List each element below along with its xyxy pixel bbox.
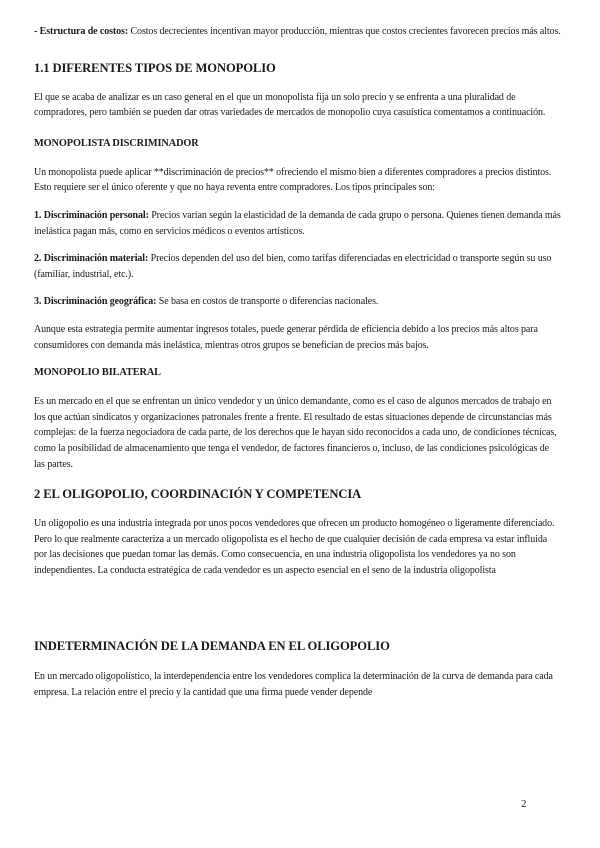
intro-text: Costos decrecientes incentivan mayor producción, mientras que costos crecientes favorecen precios más altos. <box>128 26 561 37</box>
section-1-1-paragraph: El que se acaba de analizar es un caso general en el que un monopolista fija un solo precio y se enfrenta a una pluralidad de compradores, pero también se pueden dar otras variedades de mercados de monopolio cuya casuística comentamos a continuación. <box>34 91 546 119</box>
discrimination-item <box>34 208 562 239</box>
discrimination-item <box>34 251 562 282</box>
discrimination-item-label: 1. Discriminación personal: <box>34 209 149 221</box>
section-2-title: 2 EL OLIGOPOLIO, COORDINACIÓN Y COMPETENCIA <box>34 487 362 502</box>
discrimination-item-label: 2. Discriminación material: <box>34 253 149 265</box>
discriminador-closing: Aunque esta estrategia permite aumentar ingresos totales, puede generar pérdida de eficiencia debido a los precios más altos para consumidores con demanda más inelástica, mientras otros grupos se benefician de precios más bajos. <box>34 323 538 351</box>
discrimination-item-text: Precios varían según la elasticidad de la demanda de cada grupo o persona. Quienes tienen demanda más inelástica pagan más, como en servicios médicos o eventos artísticos. <box>34 209 561 237</box>
indeterminacion-title: INDETERMINACIÓN DE LA DEMANDA EN EL OLIGOPOLIO <box>34 639 390 654</box>
discrimination-item-label: 3. Discriminación geográfica: <box>34 296 157 308</box>
bilateral-paragraph: Es un mercado en el que se enfrentan un único vendedor y un único demandante, como es el caso de algunos mercados de trabajo en los que actúan sindicatos y organizaciones patronales frente a frente. El resultado de estas situaciones depende de circunstancias más complejas: de la fuerza negociadora de cada parte, de los derechos que le hayan sido reconocidos a cada uno, de condiciones técnicas, como la posibilidad de almacenamiento que tenga el vendedor, de factores financieros o, incluso, de las condiciones psicológicas de las partes. <box>34 396 557 470</box>
discriminador-title: MONOPOLISTA DISCRIMINADOR <box>34 137 199 149</box>
discrimination-item-text: Precios dependen del uso del bien, como tarifas diferenciadas en electricidad o transporte según su uso (familiar, industrial, etc.). <box>34 253 552 280</box>
discrimination-item <box>34 294 562 310</box>
intro-paragraph <box>34 24 562 40</box>
discrimination-item-text: Se basa en costos de transporte o diferencias nacionales. <box>156 296 379 308</box>
page-number: 2 <box>521 798 527 810</box>
discriminador-intro: Un monopolista puede aplicar **discriminación de precios** ofreciendo el mismo bien a diferentes compradores a precios distintos. Esto requiere ser el único oferente y que no haya reventa entre compradores. Los tipos principales son: <box>34 166 552 194</box>
page-content <box>34 24 562 701</box>
indeterminacion-paragraph: En un mercado oligopolístico, la interdependencia entre los vendedores complica la determinación de la curva de demanda para cada empresa. La relación entre el precio y la cantidad que una firma puede vender depende <box>34 671 553 699</box>
intro-label: - Estructura de costos: <box>34 26 129 37</box>
section-1-1-title: 1.1 DIFERENTES TIPOS DE MONOPOLIO <box>34 60 276 75</box>
bilateral-title: MONOPOLIO BILATERAL <box>34 367 161 379</box>
section-2-paragraph: Un oligopolio es una industria integrada por unos pocos vendedores que ofrecen un producto homogéneo o ligeramente diferenciado. Pero lo que realmente caracteriza a un mercado oligopolista es el hecho de que cualquier decisión de cada empresa va estar influida por las decisiones que puedan tomar las demás. Como consecuencia, en una industria oligopolista los vendedores ya no son independientes. La conducta estratégica de cada vendedor es un aspecto esencial en el seno de la industria oligopolista <box>34 518 555 576</box>
